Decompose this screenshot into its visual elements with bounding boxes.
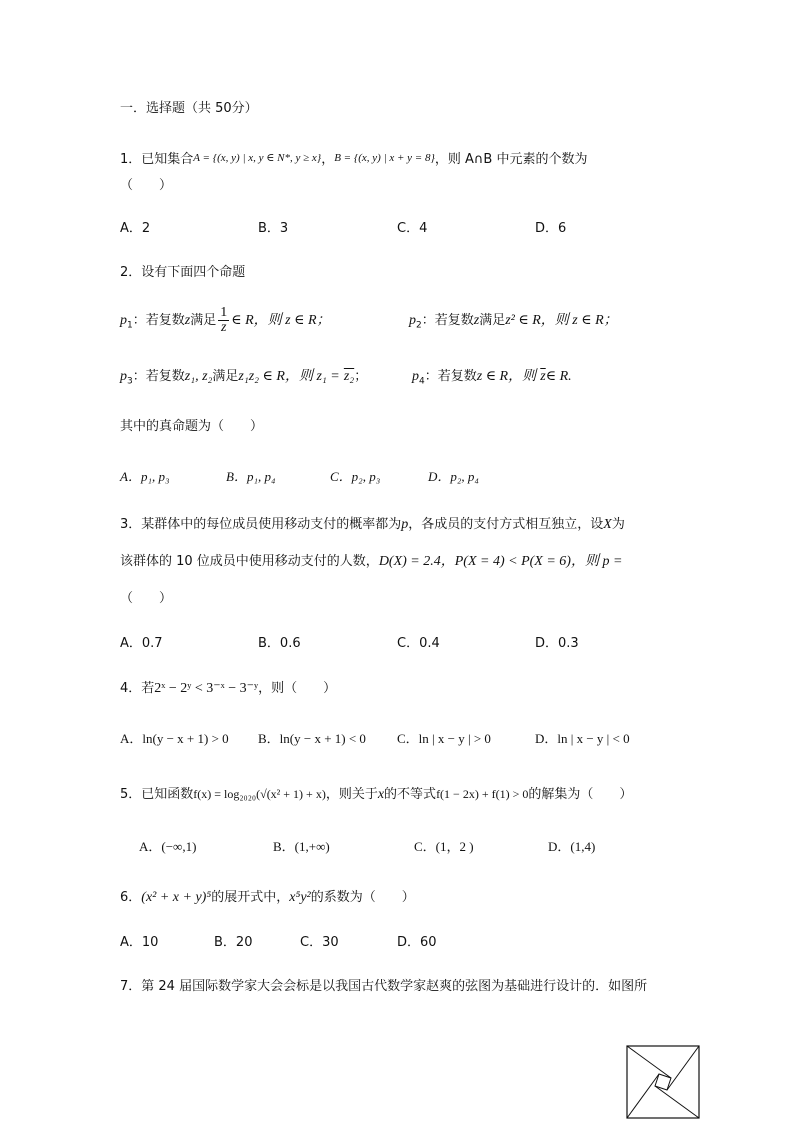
q5-stem-c: 的不等式: [384, 787, 437, 802]
p1-text2: 满足: [190, 313, 217, 328]
p2-text1: ：若复数: [421, 313, 474, 328]
q4-stem-a: 4．若: [120, 681, 155, 696]
q4-option-b: B．ln(y − x + 1) < 0: [258, 731, 366, 746]
diagonal-line-4: [627, 1074, 659, 1118]
q6-option-c: C．30: [300, 935, 339, 950]
q3-option-d: D．0.3: [535, 636, 579, 651]
inner-tilted-square: [627, 1046, 699, 1118]
q3-p: p: [401, 517, 409, 532]
q5-option-c: C．(1，2 ): [414, 839, 474, 854]
p1-fraction: [218, 306, 229, 335]
p1-sub: 1: [127, 320, 133, 331]
diagonal-line-3: [655, 1086, 699, 1118]
question-3-line2: [120, 554, 622, 570]
q5-option-a: A．(−∞,1): [139, 839, 197, 854]
q1-tail: ，则 A∩B 中元素的个数为: [434, 152, 588, 167]
q1-set-a: A = {(x, y) | x, y ∈ N*, y ≥ x}: [193, 152, 322, 164]
q3-line1a: 3．某群体中的每位成员使用移动支付的概率都为: [120, 517, 402, 532]
q3-answer-paren: （ ）: [120, 591, 173, 606]
p2-sub: 2: [416, 320, 422, 331]
outer-square: [627, 1046, 699, 1118]
q1-sep: ，: [321, 152, 335, 167]
p1-frac-den: z: [220, 320, 227, 335]
p1-frac-num: 1: [220, 305, 228, 320]
q4-stem-b: ，则（ ）: [258, 681, 337, 696]
question-3-line1: [120, 517, 625, 533]
p4-label: p: [412, 369, 419, 384]
q5-ineq: f(1 − 2x) + f(1) > 0: [436, 787, 529, 801]
q5-f: f(x) = log₂₀₂₀(√(x² + 1) + x): [193, 787, 326, 801]
q2-option-c: C．p₂, p₃: [330, 469, 381, 484]
p3-label: p: [120, 369, 127, 384]
q2-option-d: D．p₂, p₄: [428, 469, 479, 484]
p2-label: p: [409, 313, 416, 328]
diagonal-line-2: [667, 1046, 699, 1090]
q3-line1c: 为: [611, 517, 625, 532]
q3-line2a: 该群体的 10 位成员中使用移动支付的人数，: [120, 554, 379, 569]
q1-answer-paren: （ ）: [120, 178, 173, 193]
question-2-stem: 2．设有下面四个命题: [120, 265, 246, 280]
question-6-stem: [120, 890, 415, 906]
p2-z: z: [473, 313, 480, 328]
q6-option-b: B．20: [214, 935, 253, 950]
proposition-p1: [120, 304, 331, 343]
q5-option-b: B．(1,+∞): [273, 839, 330, 854]
p2-text2: 满足: [479, 313, 506, 328]
q4-expr: 2ˣ − 2ʸ < 3⁻ˣ − 3⁻ʸ: [154, 681, 259, 696]
question-4-stem: [120, 681, 336, 697]
question-1-stem: [120, 150, 587, 168]
p1-z: z: [184, 313, 191, 328]
p1-text1: ：若复数: [132, 313, 185, 328]
p3-vars: z₁, z₂: [184, 369, 213, 384]
diagonal-line-1: [627, 1046, 671, 1078]
q1-set-b: B = {(x, y) | x + y = 8}: [334, 152, 435, 164]
proposition-p4: [412, 369, 572, 390]
q4-option-a: A．ln(y − x + 1) > 0: [120, 731, 229, 746]
p3-sub: 3: [127, 376, 133, 387]
q5-stem-b: ，则关于: [325, 787, 378, 802]
p3-conjugate: z₂: [343, 369, 355, 384]
q3-X: X: [603, 517, 612, 532]
q2-option-b: B．p₁, p₄: [226, 469, 276, 484]
q2-question: 其中的真命题为（ ）: [120, 419, 264, 434]
p2-expr: z² ∈ R，则 z ∈ R；: [505, 313, 618, 328]
q5-stem-a: 5．已知函数: [120, 787, 194, 802]
p4-conjugate: $\overline{z}$: [540, 369, 546, 384]
q6-stem-b: 的展开式中，: [211, 890, 290, 905]
q1-num: 1．已知集合: [120, 152, 194, 167]
q4-option-d: D．ln | x − y | < 0: [535, 731, 630, 746]
q5-x: x: [377, 787, 385, 802]
p4-expr: z ∈ R，则: [476, 369, 537, 384]
p3-end: ；: [354, 369, 368, 384]
proposition-p3: [120, 369, 367, 390]
question-5-stem: [120, 786, 632, 803]
q6-stem-c: 的系数为（ ）: [310, 890, 415, 905]
q2-option-a: A．p₁, p₃: [120, 469, 170, 484]
q3-line2b: D(X) = 2.4，P(X = 4) < P(X = 6)，则 p =: [378, 554, 623, 569]
q4-option-c: C．ln | x − y | > 0: [397, 731, 491, 746]
q6-option-d: D．60: [397, 935, 437, 950]
q3-line1b: ，各成员的支付方式相互独立，设: [408, 517, 604, 532]
q3-option-c: C．0.4: [397, 636, 440, 651]
question-7-stem: 7．第 24 届国际数学家大会会标是以我国古代数学家赵爽的弦图为基础进行设计的．如图所: [120, 979, 648, 994]
p3-text1: ：若复数: [132, 369, 185, 384]
q3-option-a: A．0.7: [120, 636, 163, 651]
p3-text2: 满足: [212, 369, 239, 384]
p3-expr: z₁z₂ ∈ R，则 z₁ =: [238, 369, 340, 384]
proposition-p2: [409, 313, 618, 334]
q6-term: x⁵y²: [289, 890, 311, 905]
string-diagram-figure: [626, 1045, 700, 1119]
q5-stem-d: 的解集为（ ）: [528, 787, 633, 802]
p4-end: ∈ R.: [545, 369, 572, 384]
q5-option-d: D．(1,4): [548, 839, 596, 854]
p4-sub: 4: [419, 376, 425, 387]
q1-option-d: D．6: [535, 221, 567, 236]
q6-option-a: A．10: [120, 935, 159, 950]
q1-option-b: B．3: [258, 221, 289, 236]
p1-in: ∈ R，则 z ∈ R；: [231, 313, 331, 328]
q3-option-b: B．0.6: [258, 636, 301, 651]
p1-label: p: [120, 313, 127, 328]
q6-expr: (x² + x + y)⁵: [141, 890, 212, 905]
q1-option-c: C．4: [397, 221, 428, 236]
q1-option-a: A．2: [120, 221, 151, 236]
section-title: 一．选择题（共 50分）: [120, 101, 258, 116]
p4-text1: ：若复数: [424, 369, 477, 384]
q6-stem-a: 6．: [120, 890, 142, 905]
